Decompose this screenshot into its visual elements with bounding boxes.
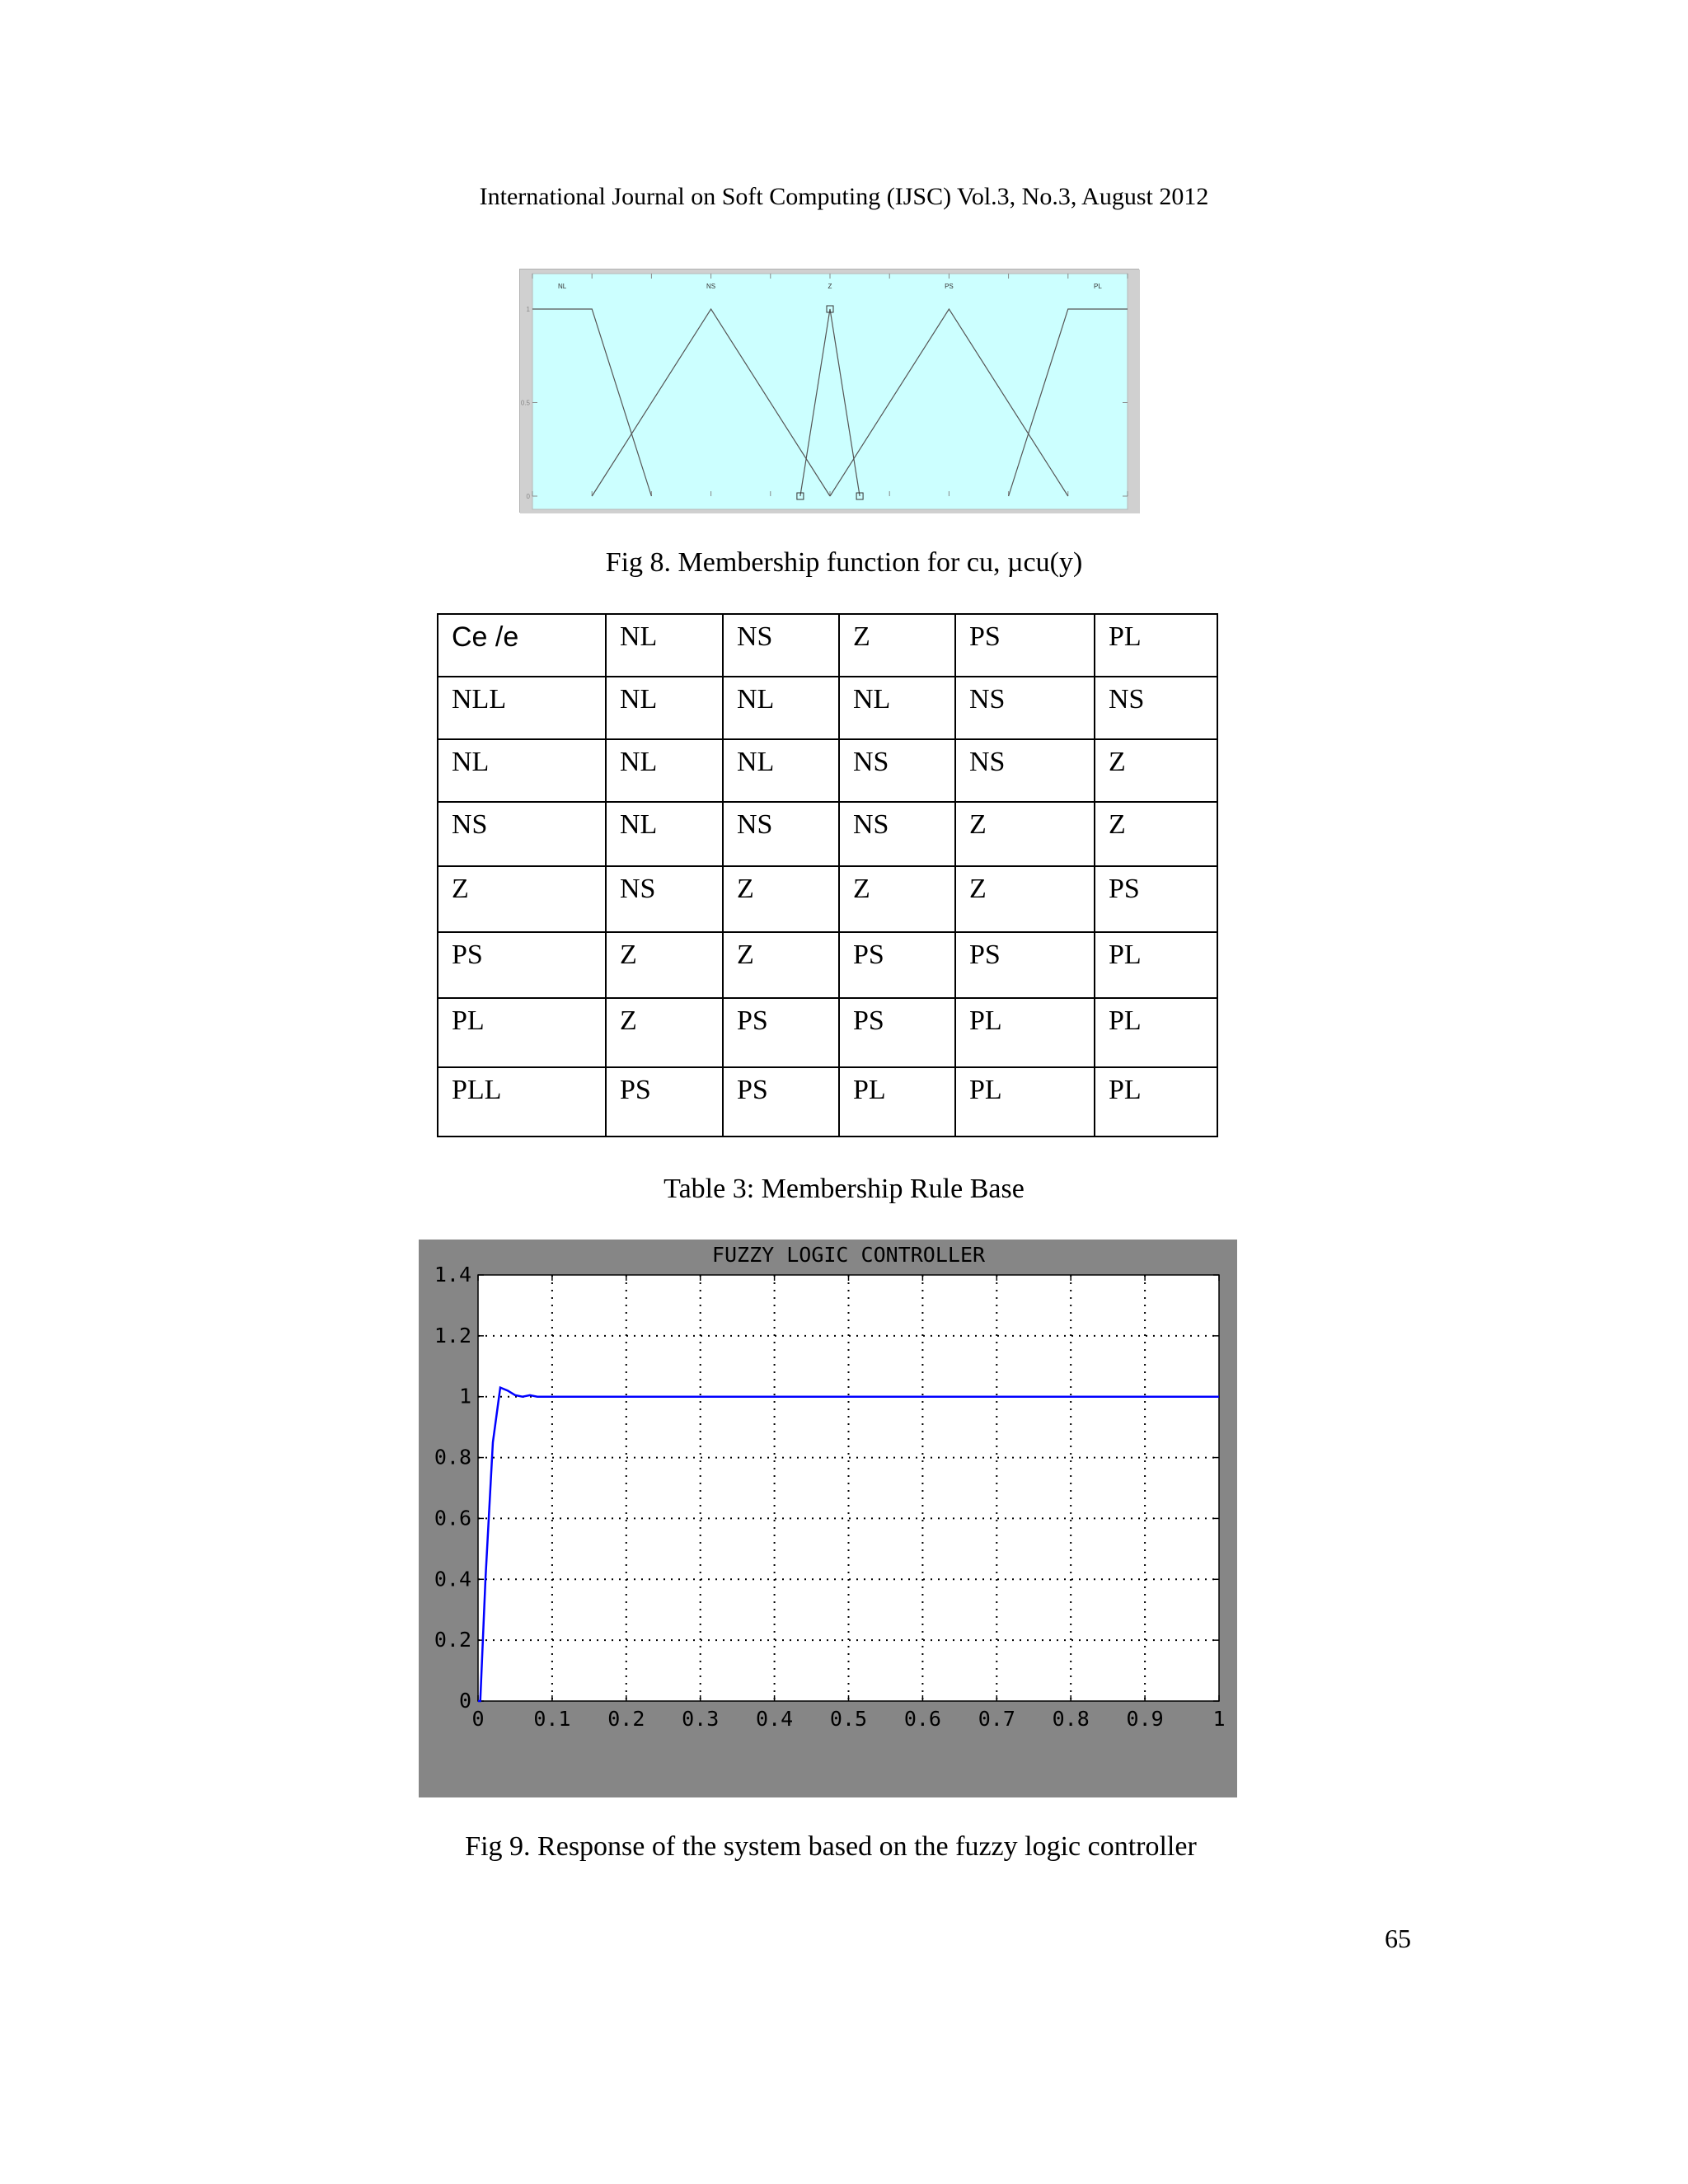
table-cell: Z [606,998,723,1067]
ytick-label: 0.4 [434,1567,471,1591]
table-cell: NL [723,677,839,739]
table-cell: PS [606,1067,723,1137]
table-row [438,802,1217,866]
table-cell: PL [1095,932,1217,998]
table-cell: Z [955,802,1095,866]
xtick-label: 0.7 [978,1707,1015,1731]
plot-area [478,1275,1219,1701]
table-cell: PS [723,998,839,1067]
table-cell: NS [955,739,1095,802]
table-cell: Z [723,932,839,998]
table-header-cell: Ce /e [438,614,606,677]
table-cell: PS [839,998,955,1067]
table-cell: PS [955,932,1095,998]
xtick-label: 0.8 [1052,1707,1090,1731]
table-cell: NS [438,802,606,866]
membership-function-figure [519,269,1139,513]
ytick-label: 1.2 [434,1323,471,1347]
table-row [438,677,1217,739]
xtick-label: 0.1 [533,1707,571,1731]
xtick-label: 0 [471,1707,485,1731]
table-cell: Z [438,866,606,932]
table-cell: NS [1095,677,1217,739]
table-row [438,998,1217,1067]
table-cell: PL [438,998,606,1067]
fig8-caption: Fig 8. Membership function for cu, µcu(y) [605,547,1083,578]
table-cell: PL [955,1067,1095,1137]
table-cell: NL [606,802,723,866]
rule-base-table [437,613,1218,1137]
fuzzy-response-chart [419,1240,1237,1797]
table-cell: PL [839,1067,955,1137]
fig9-caption: Fig 9. Response of the system based on the fuzzy logic controller [465,1831,1197,1862]
set-label: PS [945,283,954,290]
table-cell: PL [1095,998,1217,1067]
table-row [438,866,1217,932]
ytick-label: 1 [526,306,530,313]
table-cell: NL [606,677,723,739]
table-cell: Z [723,866,839,932]
page-number: 65 [1385,1924,1411,1953]
table-cell: NL [839,677,955,739]
table-cell: NS [723,802,839,866]
ytick-label: 0.2 [434,1628,471,1652]
table-cell: PS [839,932,955,998]
chart-title: FUZZY LOGIC CONTROLLER [711,1243,986,1267]
table-row [438,1067,1217,1137]
table-header-cell: Z [839,614,955,677]
table-cell: NS [955,677,1095,739]
ytick-label: 0.8 [434,1445,471,1469]
table-cell: NS [606,866,723,932]
table-row [438,932,1217,998]
plot-area [532,274,1128,509]
xtick-label: 0.6 [903,1707,941,1731]
table-cell: Z [839,866,955,932]
table-cell: PS [723,1067,839,1137]
set-label: NL [557,283,567,290]
table-header-row [438,614,1217,677]
table-cell: NS [839,802,955,866]
xtick-label: 0.4 [756,1707,794,1731]
xtick-label: 1 [1212,1707,1226,1731]
table-cell: NS [839,739,955,802]
set-label: NS [706,283,716,290]
set-label: Z [828,283,832,290]
table-cell: Z [1095,739,1217,802]
table-cell: PLL [438,1067,606,1137]
ytick-label: 0 [458,1689,471,1713]
table-row [438,739,1217,802]
table-cell: Z [1095,802,1217,866]
set-label: PL [1094,283,1102,290]
table-header-cell: NL [606,614,723,677]
membership-function-chart [520,269,1140,513]
xtick-label: 0.2 [607,1707,645,1731]
table-cell: Z [606,932,723,998]
ytick-label: 0.6 [434,1506,471,1530]
xtick-label: 0.9 [1126,1707,1164,1731]
ytick-label: 1 [458,1384,471,1408]
table-cell: NLL [438,677,606,739]
table3-caption: Table 3: Membership Rule Base [663,1174,1025,1204]
ytick-label: 0 [526,493,530,500]
table-cell: Z [955,866,1095,932]
table-cell: PL [1095,1067,1217,1137]
table-cell: PL [955,998,1095,1067]
table-cell: NL [606,739,723,802]
table-cell: NL [723,739,839,802]
ytick-label: 1.4 [434,1263,471,1286]
table-header-cell: NS [723,614,839,677]
fuzzy-response-figure [419,1240,1237,1797]
xtick-label: 0.5 [829,1707,868,1731]
table-cell: NL [438,739,606,802]
xtick-label: 0.3 [682,1707,720,1731]
table-header-cell: PS [955,614,1095,677]
table-cell: PS [438,932,606,998]
ytick-label: 0.5 [520,399,530,407]
table-header-cell: PL [1095,614,1217,677]
journal-header: International Journal on Soft Computing (IJSC) Vol.3, No.3, August 2012 [479,183,1209,210]
table-cell: PS [1095,866,1217,932]
